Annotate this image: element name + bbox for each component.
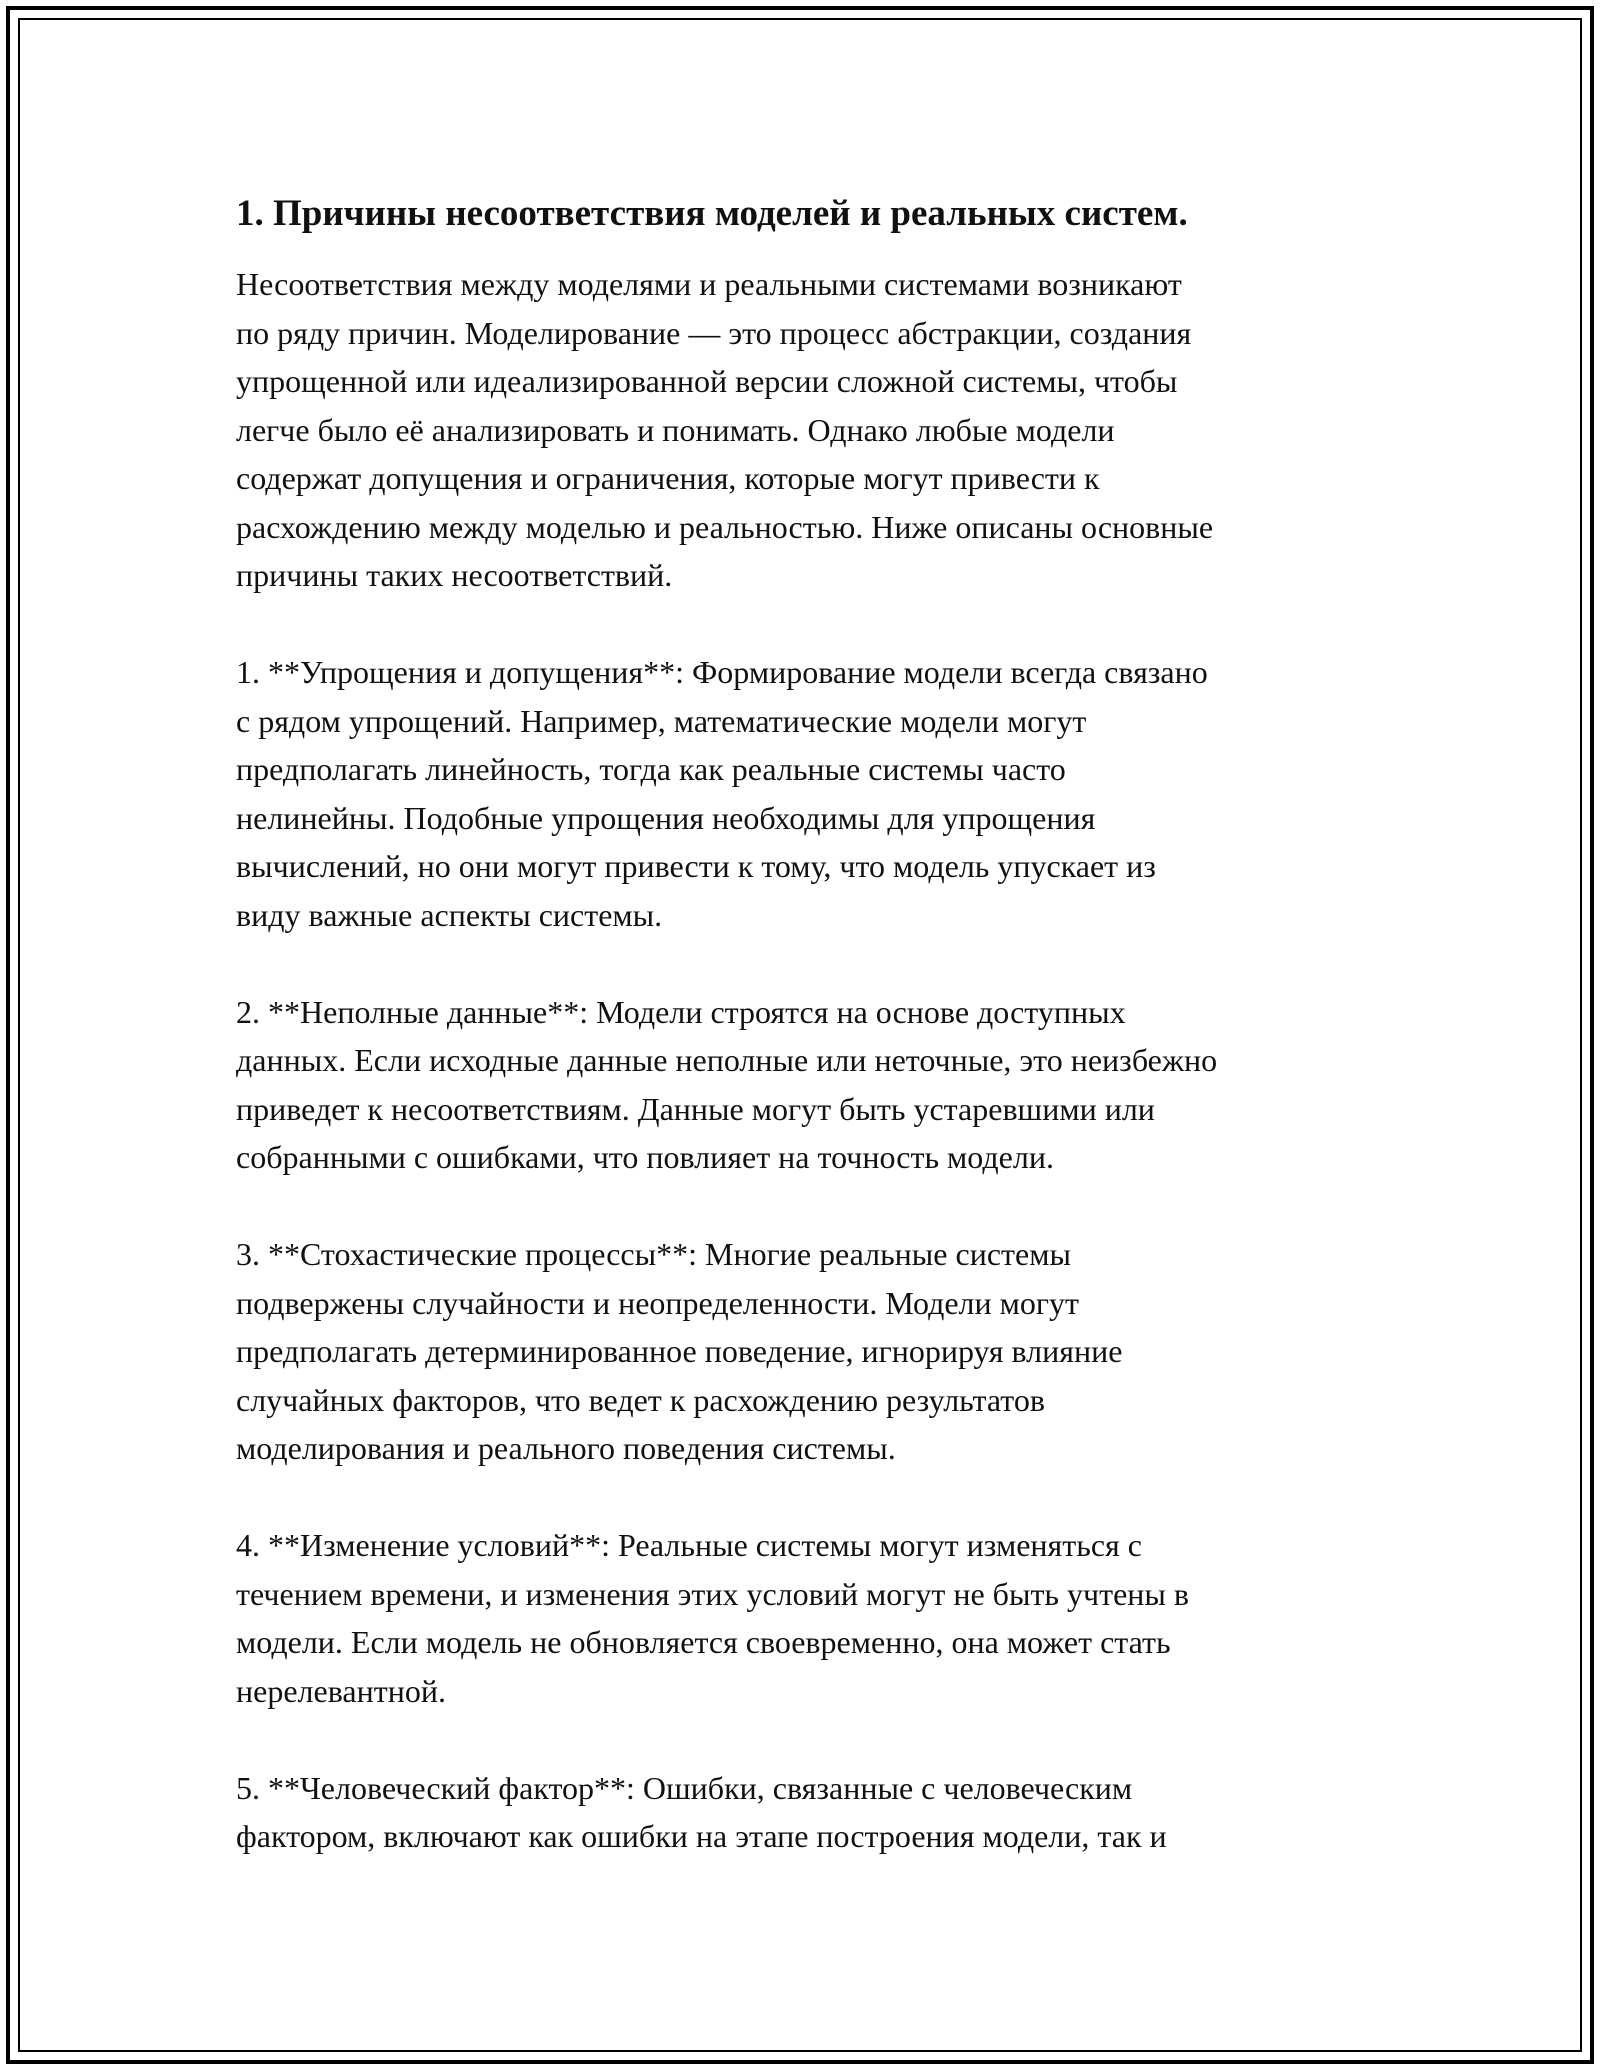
- list-item-stochastic-processes: 3. **Стохастические процессы**: Многие реальные системы подвержены случайности и неопределенности. Модели могут предполагать детерминированное поведение, игнорируя влияние случайных факторов, что ведет к расхождению результатов моделирования и реального поведения системы.: [236, 1236, 1123, 1466]
- section-heading: 1. Причины несоответствия моделей и реальных систем.: [236, 193, 1188, 234]
- list-item-changing-conditions: 4. **Изменение условий**: Реальные системы могут изменяться с течением времени, и изменения этих условий могут не быть учтены в модели. Если модель не обновляется своевременно, она может стать нерелевантной.: [236, 1527, 1190, 1709]
- intro-paragraph: Несоответствия между моделями и реальными системами возникают по ряду причин. Моделирование — это процесс абстракции, создания упрощенной или идеализированной версии сложной системы, чтобы легче было её анализировать и понимать. Однако любые модели содержат допущения и ограничения, которые могут привести к расхождению между моделью и реальностью. Ниже описаны основные причины таких несоответствий.: [236, 266, 1214, 593]
- list-item-human-factor: 5. **Человеческий фактор**: Ошибки, связанные с человеческим фактором, включают как ошибки на этапе построения модели, так и: [236, 1769, 1167, 1854]
- list-item-incomplete-data: 2. **Неполные данные**: Модели строятся на основе доступных данных. Если исходные данные неполные или неточные, это неизбежно приведет к несоответствиям. Данные могут быть устаревшими или собранными с ошибками, что повлияет на точность модели.: [236, 993, 1218, 1175]
- list-item-simplifications: 1. **Упрощения и допущения**: Формирование модели всегда связано с рядом упрощений. Например, математические модели могут предполагать линейность, тогда как реальные системы часто нелинейны. Подобные упрощения необходимы для упрощения вычислений, но они могут привести к тому, что модель упускает из виду важные аспекты системы.: [236, 654, 1208, 933]
- document-body: [236, 188, 1386, 1861]
